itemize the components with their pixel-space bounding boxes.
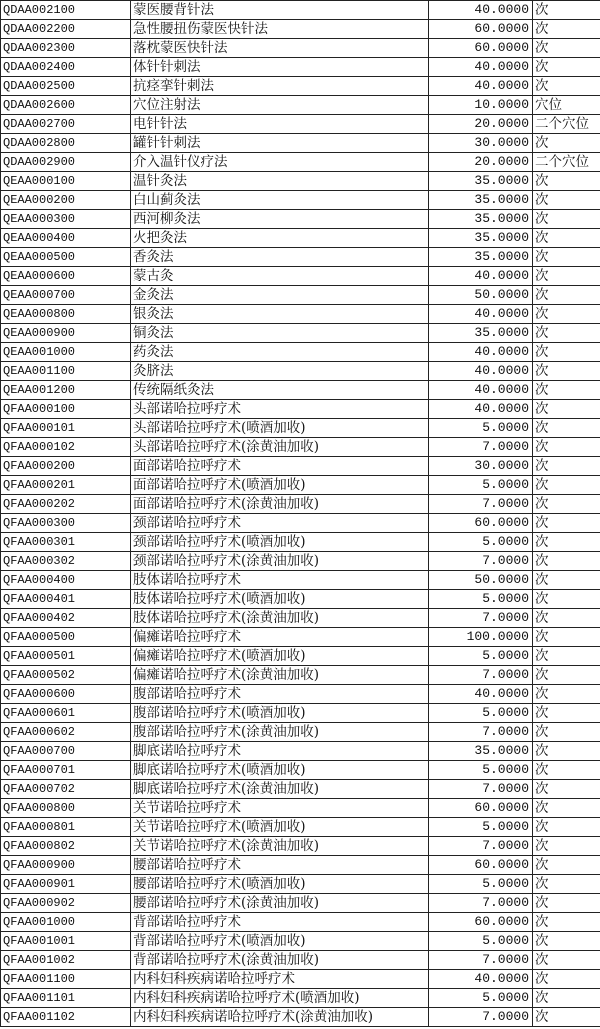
item-code-cell: QFAA001002: [1, 951, 131, 970]
table-row: [1, 837, 600, 856]
table-row: [1, 191, 600, 210]
item-code-cell: QFAA000401: [1, 590, 131, 609]
item-code-cell: QDAA002700: [1, 115, 131, 134]
item-code-cell: QFAA000702: [1, 780, 131, 799]
item-code-cell: QFAA000302: [1, 552, 131, 571]
unit-cell: 次: [533, 951, 600, 970]
price-cell: 7.0000: [429, 1008, 533, 1027]
price-cell: 40.0000: [429, 267, 533, 286]
item-name-cell: 脚底诺哈拉呼疗术(喷酒加收): [131, 761, 429, 780]
price-cell: 50.0000: [429, 286, 533, 305]
unit-cell: 次: [533, 286, 600, 305]
price-cell: 35.0000: [429, 191, 533, 210]
item-name-cell: 银灸法: [131, 305, 429, 324]
unit-cell: 次: [533, 837, 600, 856]
item-name-cell: 关节诺哈拉呼疗术(喷酒加收): [131, 818, 429, 837]
price-cell: 35.0000: [429, 229, 533, 248]
price-cell: 5.0000: [429, 989, 533, 1008]
unit-cell: 次: [533, 210, 600, 229]
price-cell: 100.0000: [429, 628, 533, 647]
price-cell: 5.0000: [429, 533, 533, 552]
price-cell: 5.0000: [429, 875, 533, 894]
item-code-cell: QDAA002400: [1, 58, 131, 77]
unit-cell: 次: [533, 438, 600, 457]
price-cell: 30.0000: [429, 134, 533, 153]
item-code-cell: QFAA000100: [1, 400, 131, 419]
item-code-cell: QEAA000300: [1, 210, 131, 229]
item-code-cell: QFAA000502: [1, 666, 131, 685]
item-name-cell: 脚底诺哈拉呼疗术(涂黄油加收): [131, 780, 429, 799]
item-name-cell: 药灸法: [131, 343, 429, 362]
item-name-cell: 蒙医腰背针法: [131, 1, 429, 20]
item-code-cell: QFAA000900: [1, 856, 131, 875]
table-row: [1, 286, 600, 305]
unit-cell: 次: [533, 134, 600, 153]
table-row: [1, 134, 600, 153]
item-name-cell: 肢体诺哈拉呼疗术(涂黄油加收): [131, 609, 429, 628]
table-row: [1, 229, 600, 248]
table-row: [1, 381, 600, 400]
table-row: [1, 761, 600, 780]
table-row: [1, 495, 600, 514]
item-name-cell: 抗痉挛针刺法: [131, 77, 429, 96]
unit-cell: 次: [533, 495, 600, 514]
item-name-cell: 内科妇科疾病诺哈拉呼疗术(喷酒加收): [131, 989, 429, 1008]
unit-cell: 次: [533, 457, 600, 476]
unit-cell: 次: [533, 381, 600, 400]
item-name-cell: 肢体诺哈拉呼疗术: [131, 571, 429, 590]
price-cell: 7.0000: [429, 666, 533, 685]
unit-cell: 次: [533, 305, 600, 324]
unit-cell: 次: [533, 590, 600, 609]
item-code-cell: QFAA001101: [1, 989, 131, 1008]
unit-cell: 次: [533, 894, 600, 913]
table-row: [1, 951, 600, 970]
table-row: [1, 39, 600, 58]
price-cell: 7.0000: [429, 609, 533, 628]
price-cell: 40.0000: [429, 1, 533, 20]
table-row: [1, 457, 600, 476]
item-name-cell: 西河柳灸法: [131, 210, 429, 229]
item-code-cell: QFAA001001: [1, 932, 131, 951]
table-row: [1, 514, 600, 533]
item-code-cell: QFAA000902: [1, 894, 131, 913]
price-cell: 5.0000: [429, 704, 533, 723]
unit-cell: 次: [533, 647, 600, 666]
price-cell: 40.0000: [429, 400, 533, 419]
unit-cell: 二个穴位: [533, 153, 600, 172]
item-name-cell: 火把灸法: [131, 229, 429, 248]
price-cell: 5.0000: [429, 419, 533, 438]
item-name-cell: 关节诺哈拉呼疗术(涂黄油加收): [131, 837, 429, 856]
unit-cell: 穴位: [533, 96, 600, 115]
price-cell: 60.0000: [429, 20, 533, 39]
price-cell: 30.0000: [429, 457, 533, 476]
price-cell: 60.0000: [429, 856, 533, 875]
table-row: [1, 590, 600, 609]
unit-cell: 次: [533, 343, 600, 362]
unit-cell: 次: [533, 172, 600, 191]
item-code-cell: QFAA001000: [1, 913, 131, 932]
table-row: [1, 628, 600, 647]
unit-cell: 次: [533, 628, 600, 647]
item-name-cell: 关节诺哈拉呼疗术: [131, 799, 429, 818]
item-name-cell: 颈部诺哈拉呼疗术(涂黄油加收): [131, 552, 429, 571]
price-cell: 20.0000: [429, 153, 533, 172]
unit-cell: 次: [533, 818, 600, 837]
price-cell: 35.0000: [429, 172, 533, 191]
item-code-cell: QEAA000700: [1, 286, 131, 305]
price-cell: 5.0000: [429, 932, 533, 951]
item-name-cell: 肢体诺哈拉呼疗术(喷酒加收): [131, 590, 429, 609]
item-code-cell: QEAA000800: [1, 305, 131, 324]
item-code-cell: QFAA001100: [1, 970, 131, 989]
table-row: [1, 362, 600, 381]
unit-cell: 次: [533, 476, 600, 495]
item-name-cell: 腰部诺哈拉呼疗术(涂黄油加收): [131, 894, 429, 913]
item-name-cell: 腹部诺哈拉呼疗术(喷酒加收): [131, 704, 429, 723]
unit-cell: 次: [533, 932, 600, 951]
unit-cell: 次: [533, 229, 600, 248]
table-row: [1, 115, 600, 134]
item-code-cell: QFAA000101: [1, 419, 131, 438]
unit-cell: 次: [533, 39, 600, 58]
price-cell: 60.0000: [429, 514, 533, 533]
item-code-cell: QFAA000700: [1, 742, 131, 761]
price-cell: 40.0000: [429, 58, 533, 77]
table-row: [1, 1, 600, 20]
table-row: [1, 571, 600, 590]
item-code-cell: QEAA001200: [1, 381, 131, 400]
item-name-cell: 内科妇科疾病诺哈拉呼疗术(涂黄油加收): [131, 1008, 429, 1027]
price-cell: 5.0000: [429, 590, 533, 609]
price-cell: 7.0000: [429, 438, 533, 457]
table-row: [1, 856, 600, 875]
item-code-cell: QFAA000200: [1, 457, 131, 476]
item-code-cell: QFAA000301: [1, 533, 131, 552]
table-row: [1, 932, 600, 951]
table-row: [1, 913, 600, 932]
price-cell: 35.0000: [429, 210, 533, 229]
unit-cell: 次: [533, 723, 600, 742]
price-cell: 5.0000: [429, 647, 533, 666]
price-cell: 40.0000: [429, 343, 533, 362]
item-name-cell: 传统隔纸灸法: [131, 381, 429, 400]
table-row: [1, 875, 600, 894]
table-row: [1, 704, 600, 723]
table-row: [1, 400, 600, 419]
table-row: [1, 894, 600, 913]
item-name-cell: 面部诺哈拉呼疗术(喷酒加收): [131, 476, 429, 495]
item-code-cell: QFAA000802: [1, 837, 131, 856]
item-name-cell: 头部诺哈拉呼疗术(喷酒加收): [131, 419, 429, 438]
price-cell: 40.0000: [429, 970, 533, 989]
table-row: [1, 343, 600, 362]
unit-cell: 次: [533, 248, 600, 267]
item-name-cell: 颈部诺哈拉呼疗术: [131, 514, 429, 533]
price-cell: 35.0000: [429, 248, 533, 267]
unit-cell: 次: [533, 533, 600, 552]
item-name-cell: 脚底诺哈拉呼疗术: [131, 742, 429, 761]
item-code-cell: QDAA002800: [1, 134, 131, 153]
price-cell: 5.0000: [429, 761, 533, 780]
unit-cell: 次: [533, 1008, 600, 1027]
price-cell: 60.0000: [429, 913, 533, 932]
unit-cell: 次: [533, 704, 600, 723]
price-cell: 35.0000: [429, 742, 533, 761]
price-cell: 60.0000: [429, 39, 533, 58]
table-row: [1, 20, 600, 39]
table-row: [1, 172, 600, 191]
table-row: [1, 476, 600, 495]
unit-cell: 次: [533, 799, 600, 818]
item-code-cell: QEAA001000: [1, 343, 131, 362]
table-row: [1, 248, 600, 267]
item-code-cell: QFAA001102: [1, 1008, 131, 1027]
item-name-cell: 电针针法: [131, 115, 429, 134]
table-row: [1, 799, 600, 818]
unit-cell: 次: [533, 875, 600, 894]
unit-cell: 次: [533, 913, 600, 932]
table-row: [1, 305, 600, 324]
item-code-cell: QFAA000202: [1, 495, 131, 514]
item-name-cell: 背部诺哈拉呼疗术: [131, 913, 429, 932]
price-cell: 40.0000: [429, 381, 533, 400]
table-row: [1, 742, 600, 761]
unit-cell: 次: [533, 761, 600, 780]
item-code-cell: QEAA000100: [1, 172, 131, 191]
table-row: [1, 609, 600, 628]
unit-cell: 次: [533, 362, 600, 381]
item-name-cell: 腰部诺哈拉呼疗术(喷酒加收): [131, 875, 429, 894]
price-cell: 40.0000: [429, 362, 533, 381]
item-code-cell: QDAA002200: [1, 20, 131, 39]
item-code-cell: QFAA000300: [1, 514, 131, 533]
item-code-cell: QFAA000601: [1, 704, 131, 723]
item-code-cell: QFAA000500: [1, 628, 131, 647]
price-cell: 7.0000: [429, 495, 533, 514]
unit-cell: 次: [533, 58, 600, 77]
table-row: [1, 77, 600, 96]
price-cell: 20.0000: [429, 115, 533, 134]
unit-cell: 次: [533, 970, 600, 989]
unit-cell: 次: [533, 666, 600, 685]
item-code-cell: QEAA001100: [1, 362, 131, 381]
item-code-cell: QFAA000402: [1, 609, 131, 628]
unit-cell: 次: [533, 552, 600, 571]
item-name-cell: 腹部诺哈拉呼疗术(涂黄油加收): [131, 723, 429, 742]
table-row: [1, 96, 600, 115]
unit-cell: 次: [533, 780, 600, 799]
price-cell: 40.0000: [429, 77, 533, 96]
item-code-cell: QFAA000901: [1, 875, 131, 894]
item-code-cell: QFAA000201: [1, 476, 131, 495]
price-cell: 60.0000: [429, 799, 533, 818]
unit-cell: 次: [533, 77, 600, 96]
item-name-cell: 头部诺哈拉呼疗术(涂黄油加收): [131, 438, 429, 457]
unit-cell: 次: [533, 191, 600, 210]
item-code-cell: QFAA000501: [1, 647, 131, 666]
table-row: [1, 780, 600, 799]
table-row: [1, 210, 600, 229]
item-code-cell: QEAA000200: [1, 191, 131, 210]
item-name-cell: 金灸法: [131, 286, 429, 305]
table-row: [1, 970, 600, 989]
table-row: [1, 1008, 600, 1027]
item-name-cell: 白山蓟灸法: [131, 191, 429, 210]
item-name-cell: 头部诺哈拉呼疗术: [131, 400, 429, 419]
unit-cell: 次: [533, 685, 600, 704]
unit-cell: 次: [533, 20, 600, 39]
item-name-cell: 蒙古灸: [131, 267, 429, 286]
item-name-cell: 面部诺哈拉呼疗术(涂黄油加收): [131, 495, 429, 514]
item-code-cell: QDAA002100: [1, 1, 131, 20]
unit-cell: 次: [533, 514, 600, 533]
item-code-cell: QEAA000400: [1, 229, 131, 248]
price-cell: 50.0000: [429, 571, 533, 590]
table-row: [1, 533, 600, 552]
item-code-cell: QFAA000600: [1, 685, 131, 704]
unit-cell: 次: [533, 267, 600, 286]
item-code-cell: QFAA000102: [1, 438, 131, 457]
table-row: [1, 647, 600, 666]
table-body: [1, 1, 600, 1027]
table-row: [1, 58, 600, 77]
item-code-cell: QDAA002600: [1, 96, 131, 115]
item-code-cell: QFAA000801: [1, 818, 131, 837]
item-name-cell: 介入温针仪疗法: [131, 153, 429, 172]
unit-cell: 次: [533, 1, 600, 20]
price-cell: 7.0000: [429, 780, 533, 799]
table-row: [1, 818, 600, 837]
price-cell: 40.0000: [429, 685, 533, 704]
item-name-cell: 温针灸法: [131, 172, 429, 191]
item-name-cell: 腹部诺哈拉呼疗术: [131, 685, 429, 704]
item-name-cell: 背部诺哈拉呼疗术(涂黄油加收): [131, 951, 429, 970]
item-code-cell: QFAA000602: [1, 723, 131, 742]
unit-cell: 次: [533, 989, 600, 1008]
item-code-cell: QFAA000701: [1, 761, 131, 780]
price-cell: 7.0000: [429, 552, 533, 571]
item-name-cell: 灸脐法: [131, 362, 429, 381]
item-name-cell: 面部诺哈拉呼疗术: [131, 457, 429, 476]
price-cell: 5.0000: [429, 818, 533, 837]
price-cell: 40.0000: [429, 305, 533, 324]
item-name-cell: 落枕蒙医快针法: [131, 39, 429, 58]
table-row: [1, 989, 600, 1008]
table-row: [1, 438, 600, 457]
unit-cell: 次: [533, 400, 600, 419]
item-code-cell: QFAA000400: [1, 571, 131, 590]
table-row: [1, 723, 600, 742]
item-code-cell: QFAA000800: [1, 799, 131, 818]
table-row: [1, 324, 600, 343]
price-cell: 5.0000: [429, 476, 533, 495]
item-name-cell: 内科妇科疾病诺哈拉呼疗术: [131, 970, 429, 989]
item-code-cell: QDAA002300: [1, 39, 131, 58]
item-code-cell: QEAA000500: [1, 248, 131, 267]
item-name-cell: 颈部诺哈拉呼疗术(喷酒加收): [131, 533, 429, 552]
item-name-cell: 偏瘫诺哈拉呼疗术(涂黄油加收): [131, 666, 429, 685]
item-name-cell: 穴位注射法: [131, 96, 429, 115]
price-cell: 10.0000: [429, 96, 533, 115]
unit-cell: 次: [533, 419, 600, 438]
item-code-cell: QDAA002500: [1, 77, 131, 96]
item-name-cell: 急性腰扭伤蒙医快针法: [131, 20, 429, 39]
price-cell: 7.0000: [429, 894, 533, 913]
item-name-cell: 罐针针刺法: [131, 134, 429, 153]
unit-cell: 二个穴位: [533, 115, 600, 134]
price-cell: 7.0000: [429, 723, 533, 742]
item-name-cell: 香灸法: [131, 248, 429, 267]
table-row: [1, 685, 600, 704]
item-name-cell: 铜灸法: [131, 324, 429, 343]
table-row: [1, 552, 600, 571]
item-name-cell: 腰部诺哈拉呼疗术: [131, 856, 429, 875]
price-cell: 7.0000: [429, 951, 533, 970]
item-name-cell: 体针针刺法: [131, 58, 429, 77]
item-name-cell: 偏瘫诺哈拉呼疗术: [131, 628, 429, 647]
price-cell: 7.0000: [429, 837, 533, 856]
item-name-cell: 背部诺哈拉呼疗术(喷酒加收): [131, 932, 429, 951]
item-code-cell: QDAA002900: [1, 153, 131, 172]
item-code-cell: QEAA000900: [1, 324, 131, 343]
price-cell: 35.0000: [429, 324, 533, 343]
table-row: [1, 153, 600, 172]
table-row: [1, 267, 600, 286]
unit-cell: 次: [533, 609, 600, 628]
unit-cell: 次: [533, 742, 600, 761]
unit-cell: 次: [533, 856, 600, 875]
unit-cell: 次: [533, 571, 600, 590]
unit-cell: 次: [533, 324, 600, 343]
item-name-cell: 偏瘫诺哈拉呼疗术(喷酒加收): [131, 647, 429, 666]
table-row: [1, 419, 600, 438]
table-row: [1, 666, 600, 685]
item-code-cell: QEAA000600: [1, 267, 131, 286]
